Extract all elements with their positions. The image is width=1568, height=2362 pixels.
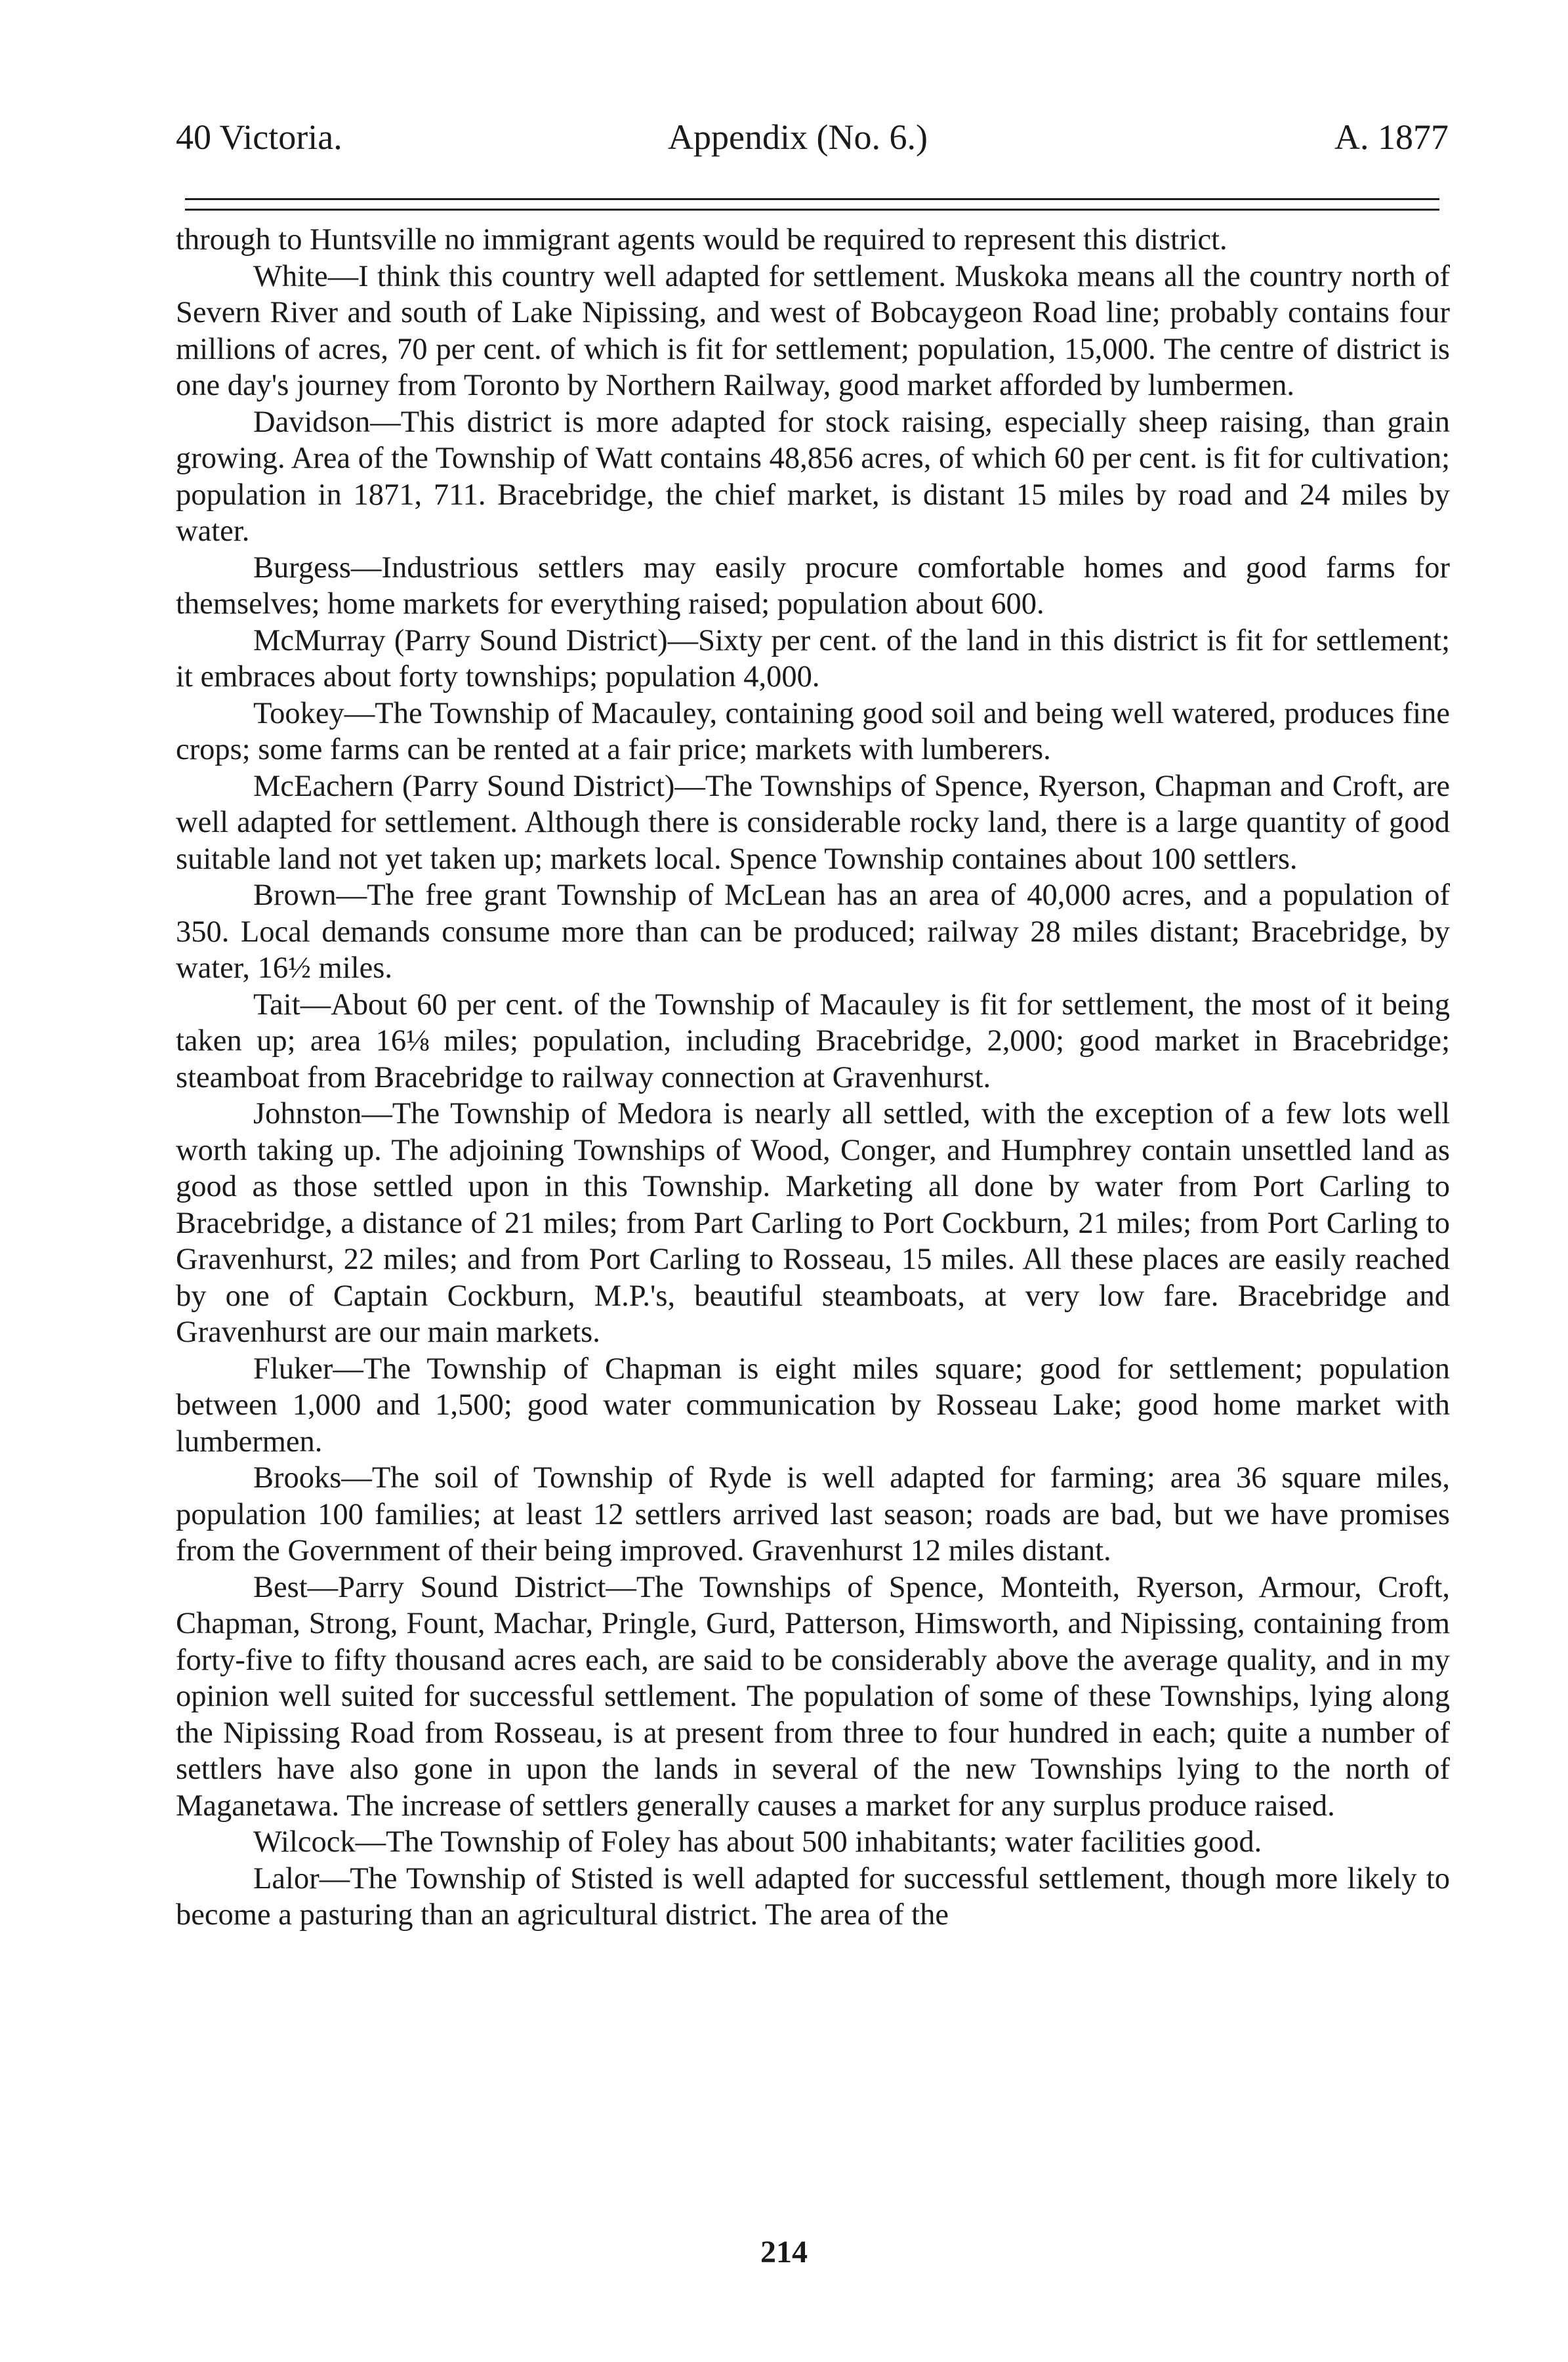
paragraph-burgess: Burgess—Industrious settlers may easily procure comfortable homes and good farms for themselves; home markets for everything raised; population about 600. xyxy=(176,550,1450,621)
paragraph-wilcock: Wilcock—The Township of Foley has about 500 inhabitants; water facilities good. xyxy=(253,1825,1262,1859)
page-number: 214 xyxy=(760,2235,808,2269)
paragraph-fluker: Fluker—The Township of Chapman is eight miles square; good for settlement; population between 1,000 and 1,500; good water communication by Rosseau Lake; good home market with lumbermen. xyxy=(176,1352,1450,1459)
paragraph-tait: Tait—About 60 per cent. of the Township of Macauley is fit for settlement, the most of it being taken up; area 16⅛ miles; population, including Bracebridge, 2,000; good market in Bracebridge; steamboat from Bracebridge to railway connection at Gravenhurst. xyxy=(176,987,1450,1094)
header-rule-top xyxy=(185,198,1439,200)
appendix-label: Appendix (No. 6.) xyxy=(668,117,928,157)
header-rule-bottom xyxy=(185,209,1439,211)
body-text xyxy=(176,222,1450,1934)
paragraph-davidson: Davidson—This district is more adapted for stock raising, especially sheep raising, than grain growing. Area of the Township of Watt contains 48,856 acres, of which 60 per cent. is fit for cultivation; population in 1871, 711. Bracebridge, the chief market, is distant 15 miles by road and 24 miles by water. xyxy=(176,405,1450,548)
year-label: A. 1877 xyxy=(1334,117,1449,157)
paragraph-brooks: Brooks—The soil of Township of Ryde is well adapted for farming; area 36 square miles, population 100 families; at least 12 settlers arrived last season; roads are bad, but we have promises from the Government of their being improved. Gravenhurst 12 miles distant. xyxy=(176,1461,1450,1567)
paragraph-mceachern: McEachern (Parry Sound District)—The Townships of Spence, Ryerson, Chapman and Croft, are well adapted for settlement. Although there is considerable rocky land, there is a large quantity of good suitable land not yet taken up; markets local. Spence Township containes about 100 settlers. xyxy=(176,769,1450,876)
paragraph-johnston: Johnston—The Township of Medora is nearly all settled, with the exception of a few lots well worth taking up. The adjoining Townships of Wood, Conger, and Humphrey contain unsettled land as good as those settled upon in this Township. Marketing all done by water from Port Carling to Bracebridge, a distance of 21 miles; from Part Carling to Port Cockburn, 21 miles; from Port Carling to Gravenhurst, 22 miles; and from Port Carling to Rosseau, 15 miles. All these places are easily reached by one of Captain Cockburn, M.P.'s, beautiful steamboats, at very low fare. Bracebridge and Gravenhurst are our main markets. xyxy=(176,1097,1450,1349)
page-header xyxy=(176,117,1449,169)
paragraph-best: Best—Parry Sound District—The Townships of Spence, Monteith, Ryerson, Armour, Croft, Chapman, Strong, Fount, Machar, Pringle, Gurd, Patterson, Himsworth, and Nipissing, containing from forty-five to fifty thousand acres each, are said to be considerably above the average quality, and in my opinion well suited for successful settlement. The population of some of these Townships, lying along the Nipissing Road from Rosseau, is at present from three to four hundred in each; quite a number of settlers have also gone in upon the lands in several of the new Townships lying to the north of Maganetawa. The increase of settlers generally causes a market for any surplus produce raised. xyxy=(176,1570,1450,1823)
session-label: 40 Victoria. xyxy=(176,117,342,157)
paragraph-white: White—I think this country well adapted for settlement. Muskoka means all the country north of Severn River and south of Lake Nipissing, and west of Bobcaygeon Road line; probably contains four millions of acres, 70 per cent. of which is fit for settlement; population, 15,000. The centre of district is one day's journey from Toronto by Northern Railway, good market afforded by lumbermen. xyxy=(176,259,1450,402)
paragraph-lalor: Lalor—The Township of Stisted is well adapted for successful settlement, though more likely to become a pasturing than an agricultural district. The area of the xyxy=(176,1861,1450,1932)
paragraph-continuation: through to Huntsville no immigrant agents would be required to represent this district. xyxy=(176,223,1228,257)
paragraph-mcmurray: McMurray (Parry Sound District)—Sixty per cent. of the land in this district is fit for settlement; it embraces about forty townships; population 4,000. xyxy=(176,623,1450,694)
paragraph-brown: Brown—The free grant Township of McLean has an area of 40,000 acres, and a population of 350. Local demands consume more than can be produced; railway 28 miles distant; Bracebridge, by water, 16½ miles. xyxy=(176,879,1450,985)
paragraph-tookey: Tookey—The Township of Macauley, containing good soil and being well watered, produces fine crops; some farms can be rented at a fair price; markets with lumberers. xyxy=(176,696,1450,766)
